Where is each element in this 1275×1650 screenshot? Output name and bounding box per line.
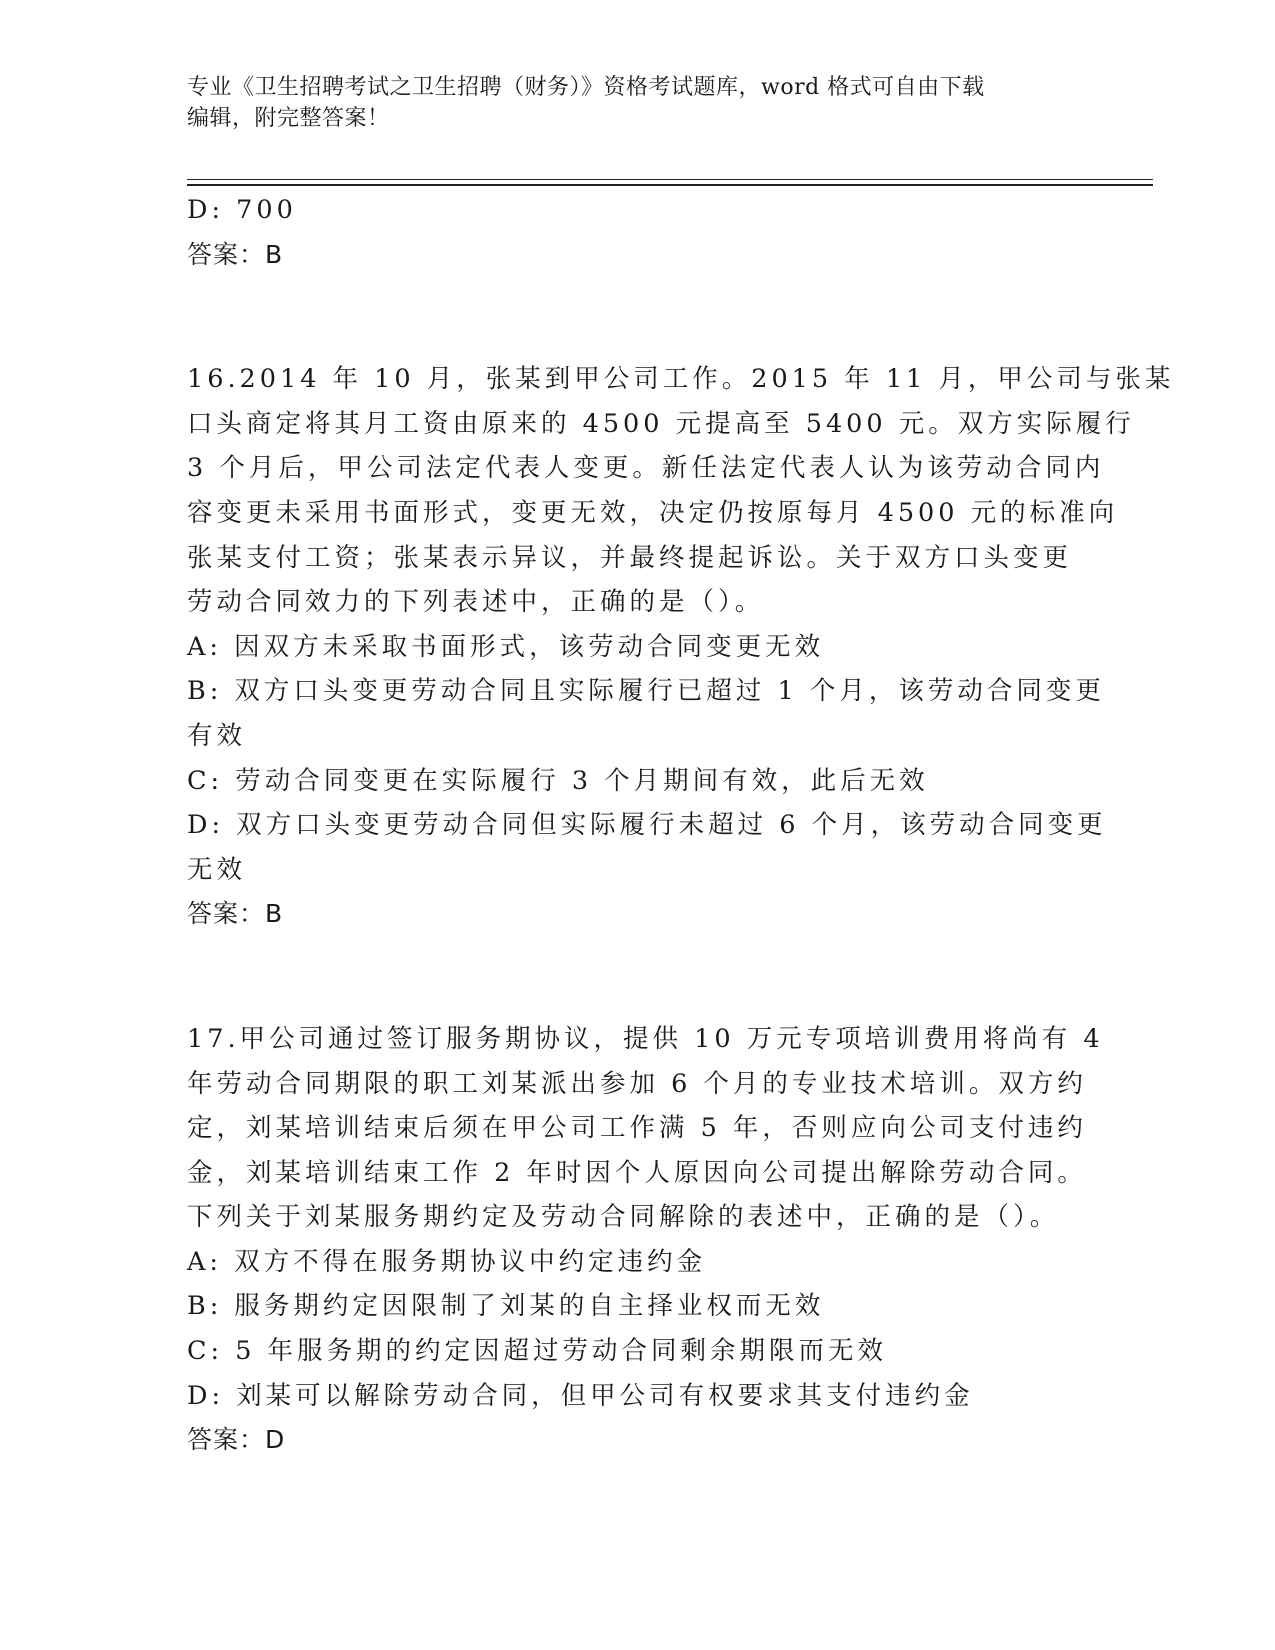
header-divider-thick	[187, 184, 1153, 186]
answer-line: 答案：B	[187, 239, 284, 269]
previous-question-tail	[187, 188, 1087, 277]
option-d-continued: 无效	[187, 854, 247, 885]
option-a: A: 因双方未采取书面形式，该劳动合同变更无效	[187, 631, 825, 662]
option-d: D: 双方口头变更劳动合同但实际履行未超过 6 个月，该劳动合同变更	[187, 810, 1107, 841]
option-b: B: 双方口头变更劳动合同且实际履行已超过 1 个月，该劳动合同变更	[187, 676, 1105, 707]
option-b: B: 服务期约定因限制了刘某的自主择业权而无效	[187, 1291, 825, 1322]
question-16	[187, 357, 1175, 937]
question-text-line: 口头商定将其月工资由原来的 4500 元提高至 5400 元。双方实际履行	[187, 408, 1135, 439]
question-text-line: 16.2014 年 10 月，张某到甲公司工作。2015 年 11 月，甲公司与张某	[187, 364, 1175, 395]
question-17	[187, 1017, 1104, 1463]
question-text-line: 容变更未采用书面形式，变更无效，决定仍按原每月 4500 元的标准向	[187, 497, 1119, 528]
answer-line: 答案：B	[187, 899, 284, 929]
option-d: D: 刘某可以解除劳动合同，但甲公司有权要求其支付违约金	[187, 1380, 974, 1411]
spacer	[187, 277, 1087, 357]
option-b-continued: 有效	[187, 720, 247, 751]
question-content	[187, 188, 1175, 1463]
option-c: C: 劳动合同变更在实际履行 3 个月期间有效，此后无效	[187, 765, 929, 796]
question-text-line: 定，刘某培训结束后须在甲公司工作满 5 年，否则应向公司支付违约	[187, 1113, 1087, 1144]
header-line-1: 专业《卫生招聘考试之卫生招聘（财务）》资格考试题库，word 格式可自由下载	[187, 75, 985, 100]
header-line-2: 编辑，附完整答案！	[187, 106, 390, 131]
spacer	[187, 937, 1087, 1017]
option-d: D: 700	[187, 195, 297, 225]
page-header	[187, 72, 1067, 134]
header-divider-thin	[187, 179, 1153, 180]
question-text-line: 3 个月后，甲公司法定代表人变更。新任法定代表人认为该劳动合同内	[187, 453, 1105, 484]
question-text-line: 劳动合同效力的下列表述中，正确的是（）。	[187, 587, 765, 618]
answer-line: 答案：D	[187, 1425, 286, 1455]
option-a: A: 双方不得在服务期协议中约定违约金	[187, 1246, 707, 1277]
question-text-line: 张某支付工资；张某表示异议，并最终提起诉讼。关于双方口头变更	[187, 542, 1073, 573]
question-text-line: 17.甲公司通过签订服务期协议，提供 10 万元专项培训费用将尚有 4	[187, 1023, 1104, 1054]
question-text-line: 下列关于刘某服务期约定及劳动合同解除的表述中，正确的是（）。	[187, 1202, 1060, 1233]
option-c: C: 5 年服务期的约定因超过劳动合同剩余期限而无效	[187, 1336, 888, 1367]
question-text-line: 金，刘某培训结束工作 2 年时因个人原因向公司提出解除劳动合同。	[187, 1157, 1087, 1188]
question-text-line: 年劳动合同期限的职工刘某派出参加 6 个月的专业技术培训。双方约	[187, 1068, 1087, 1099]
